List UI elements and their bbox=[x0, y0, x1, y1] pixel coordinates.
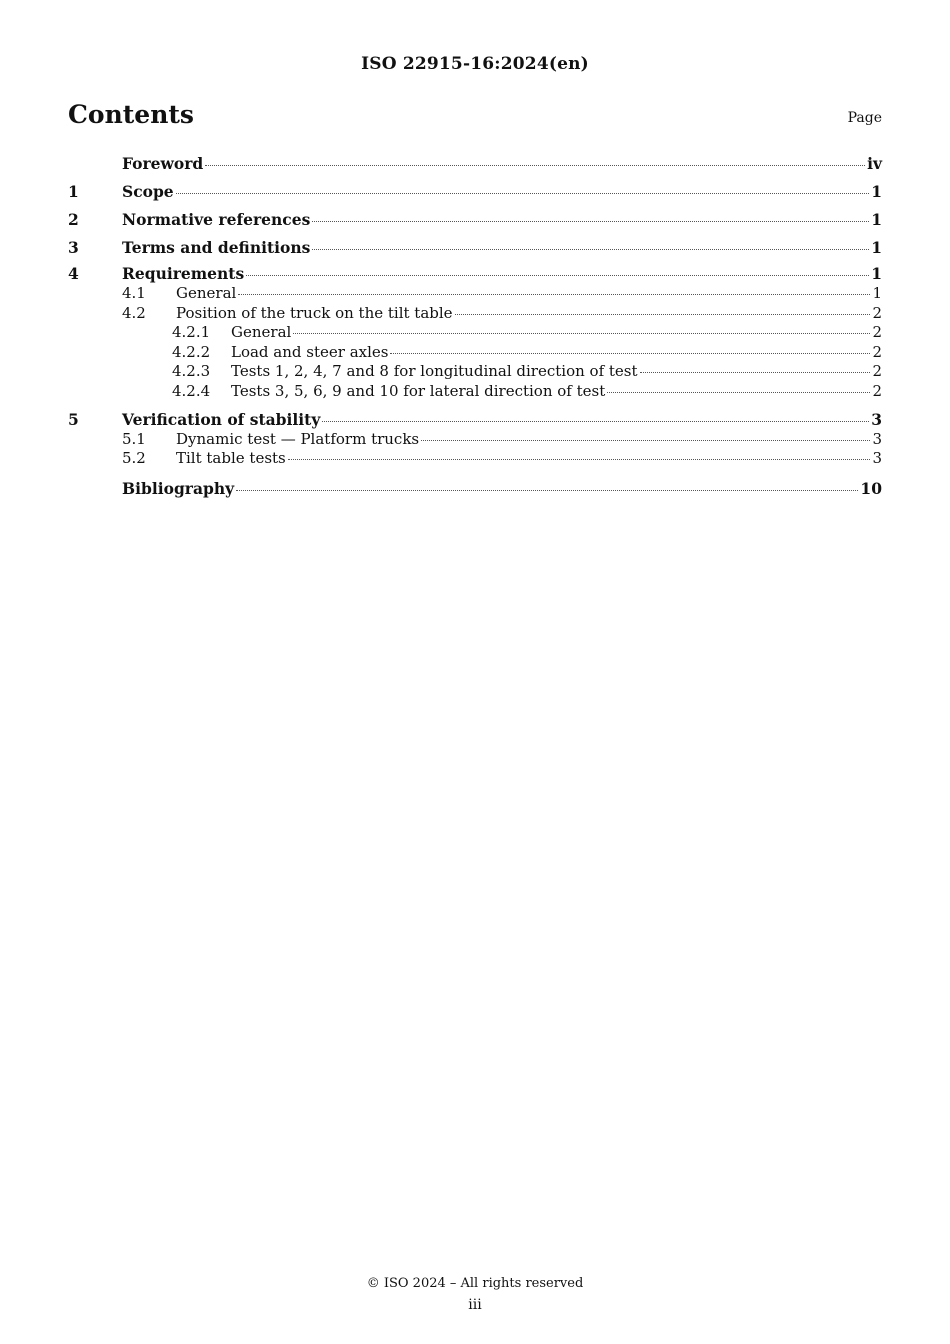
toc-entry-number: 4.2 bbox=[122, 303, 146, 322]
toc-entry-title: Verification of stability bbox=[122, 409, 321, 429]
toc-entry-page: 1 bbox=[871, 210, 882, 229]
toc-entry-title: Tests 1, 2, 4, 7 and 8 for longitudinal direction of test bbox=[231, 362, 638, 380]
toc-entry-title: Tests 3, 5, 6, 9 and 10 for lateral direction of test bbox=[231, 381, 606, 400]
toc-entry-number: 5.1 bbox=[122, 429, 146, 448]
toc-entry-foreword[interactable] bbox=[68, 152, 882, 180]
toc-entry-page: 2 bbox=[872, 381, 882, 400]
toc-entry-title: Bibliography bbox=[122, 479, 235, 498]
toc-entry-page: 1 bbox=[871, 182, 882, 201]
toc-leader-dots bbox=[421, 439, 870, 441]
toc-entry-verification-of-stability[interactable] bbox=[68, 410, 882, 430]
toc-entry-page: 3 bbox=[872, 449, 882, 467]
toc-entry-page: 2 bbox=[872, 303, 882, 322]
toc-entry-title: Scope bbox=[122, 182, 174, 201]
toc-leader-dots bbox=[236, 489, 858, 491]
toc-entry-page: 2 bbox=[872, 323, 882, 341]
toc-entry-page: 3 bbox=[871, 409, 882, 429]
toc-entry-title: Tilt table tests bbox=[176, 449, 286, 467]
toc-leader-dots bbox=[293, 332, 870, 334]
toc-entry-title: Position of the truck on the tilt table bbox=[176, 303, 453, 322]
toc-entry-title: General bbox=[176, 284, 237, 302]
toc-entry-number: 4.2.3 bbox=[172, 362, 211, 380]
toc-entry-title: Normative references bbox=[122, 210, 311, 229]
toc-entry-number: 5.2 bbox=[122, 449, 146, 467]
toc-entry-page: iv bbox=[867, 154, 882, 173]
toc-entry-number: 4.2.1 bbox=[172, 323, 211, 341]
toc-leader-dots bbox=[288, 458, 871, 460]
toc-entry-title: Load and steer axles bbox=[231, 342, 389, 361]
toc-entry-5-1-dynamic-test[interactable] bbox=[68, 430, 882, 450]
toc-entry-title: Dynamic test — Platform trucks bbox=[176, 429, 420, 448]
toc-leader-dots bbox=[455, 313, 871, 315]
toc-leader-dots bbox=[640, 371, 871, 373]
toc-leader-dots bbox=[246, 274, 869, 276]
toc-entry-number: 4 bbox=[68, 264, 79, 283]
toc-entry-number: 4.1 bbox=[122, 284, 146, 302]
toc-entry-number: 1 bbox=[68, 182, 79, 201]
toc-entry-title: Foreword bbox=[122, 154, 204, 173]
toc-entry-number: 4.2.4 bbox=[172, 381, 211, 400]
toc-entry-bibliography[interactable] bbox=[68, 477, 882, 505]
toc-leader-dots bbox=[312, 248, 869, 250]
toc-entry-number: 4.2.2 bbox=[172, 342, 211, 361]
table-of-contents bbox=[68, 152, 882, 505]
toc-entry-terms-and-definitions[interactable] bbox=[68, 236, 882, 264]
copyright-notice: © ISO 2024 – All rights reserved bbox=[366, 1276, 584, 1291]
toc-entry-page: 2 bbox=[872, 342, 882, 361]
contents-heading: Contents bbox=[68, 100, 195, 129]
toc-entry-page: 1 bbox=[871, 238, 882, 257]
toc-leader-dots bbox=[205, 164, 865, 166]
toc-entry-page: 10 bbox=[860, 479, 882, 498]
toc-entry-5-2-tilt-table-tests[interactable] bbox=[68, 449, 882, 477]
toc-leader-dots bbox=[312, 220, 869, 222]
toc-entry-scope[interactable] bbox=[68, 180, 882, 208]
toc-entry-4-2-position-of-truck[interactable] bbox=[68, 304, 882, 324]
toc-entry-title: General bbox=[231, 323, 292, 341]
toc-leader-dots bbox=[390, 352, 870, 354]
document-id-header: ISO 22915-16:2024(en) bbox=[361, 54, 589, 74]
toc-leader-dots bbox=[238, 293, 870, 295]
toc-entry-4-2-2-load-and-steer-axles[interactable] bbox=[68, 343, 882, 363]
toc-entry-title: Terms and definitions bbox=[122, 238, 311, 257]
toc-entry-page: 1 bbox=[871, 264, 882, 283]
toc-leader-dots bbox=[176, 192, 870, 194]
toc-entry-normative-references[interactable] bbox=[68, 208, 882, 236]
toc-leader-dots bbox=[322, 420, 869, 422]
toc-entry-requirements[interactable] bbox=[68, 264, 882, 284]
toc-entry-4-2-1-general[interactable] bbox=[68, 323, 882, 343]
toc-entry-page: 3 bbox=[872, 429, 882, 448]
page-number: iii bbox=[468, 1297, 482, 1313]
toc-leader-dots bbox=[607, 391, 870, 393]
toc-entry-title: Requirements bbox=[122, 264, 245, 283]
toc-entry-4-2-4-lateral-tests[interactable] bbox=[68, 382, 882, 410]
toc-entry-4-2-3-longitudinal-tests[interactable] bbox=[68, 362, 882, 382]
toc-entry-page: 1 bbox=[872, 284, 882, 302]
page-column-label: Page bbox=[847, 110, 882, 126]
toc-entry-4-1-general[interactable] bbox=[68, 284, 882, 304]
toc-entry-number: 3 bbox=[68, 238, 79, 257]
toc-entry-number: 5 bbox=[68, 409, 79, 429]
toc-entry-number: 2 bbox=[68, 210, 79, 229]
toc-entry-page: 2 bbox=[872, 362, 882, 380]
